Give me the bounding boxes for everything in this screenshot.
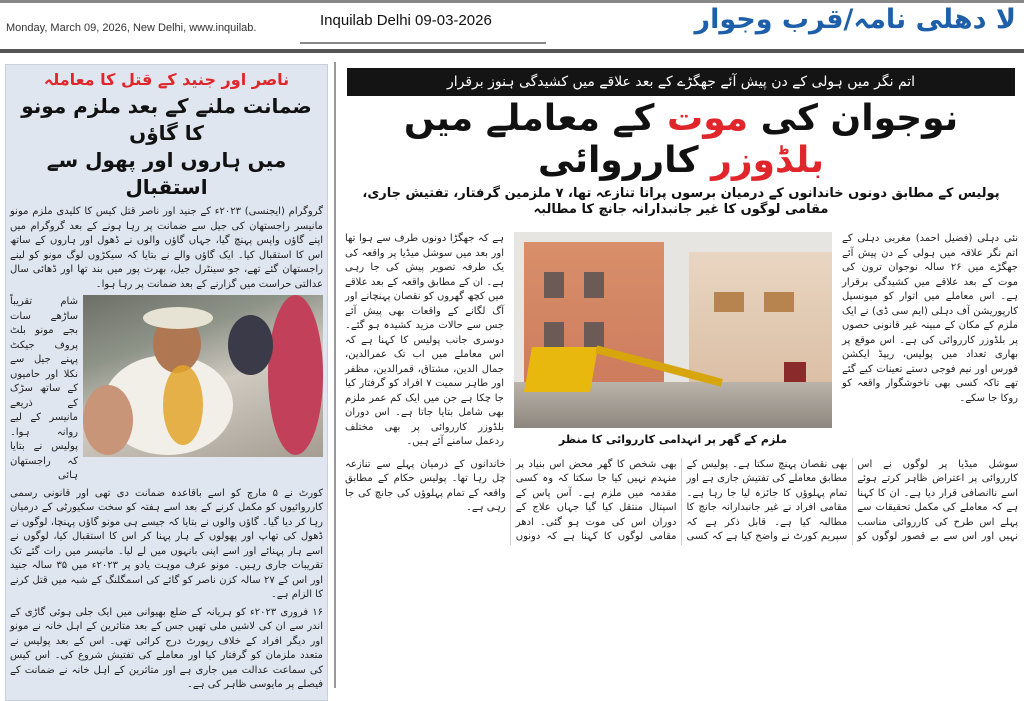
headline-highlight: موت [667,98,749,139]
side-article-paragraph: ۱۶ فروری ۲۰۲۳ء کو ہریانہ کے ضلع بھیوانی میں ایک جلی ہوئی گاڑی کے اندر سے ان کی لاشیں ملی تھیں جس کے بعد متاثرین کے اہل خانہ نے مونو اور دیگر افراد کے خلاف رپورٹ درج کرائی تھی۔ اس کے بعد پولیس نے متعدد ملزمان کو گرفتار کیا اور معاملے کی تفتیش شروع کی۔ اس کیس کی سماعت عدالت میں جاری ہے اور متاثرین کے اہل خانہ نے ضمانت کے فیصلے پر مایوسی ظاہر کی ہے۔ [10,606,324,690]
villagers-welcome-photo [83,295,323,457]
side-article-paragraph: کورٹ نے ۵ مارچ کو اسے باقاعدہ ضمانت دی تھی اور قانونی رسمی کارروائیوں کو مکمل کرنے کے بعد اسے ہفتہ کو سخت سکیورٹی کے درمیان رہا کر دیا گیا۔ گاؤں والوں نے بتایا کہ جیسے ہی مونو گاؤں پہنچا، لوگوں نے ڈھول کی تھاپ اور پھولوں کے ہار پہنا کر اس کا استقبال کیا، لوگوں نے اسے ہار پہنائے اور اسے اپنی بانہوں میں لے لیا۔ مانیسر میں رات گئے تک تقریبات جاری رہیں۔ مونو عرف موہت یادو پر ۲۰۲۳ء میں ۳۵ سالہ جنید اور اس کے ۲۷ سالہ کزن ناصر کو گائے کی اسمگلنگ کے شبہ میں قتل کرنے کا الزام ہے۔ [10,487,323,600]
side-article-headline [10,93,323,201]
edition-title: Inquilab Delhi 09-03-2026 [320,12,492,29]
main-article-top-row [345,232,1018,450]
main-article-body-area [345,232,1018,545]
side-article-kicker: ناصر اور جنید کے قتل کا معاملہ [43,70,290,89]
photo-caption: ملزم کے گھر پر انہدامی کارروائی کا منظر [558,433,788,446]
side-article [5,64,328,701]
masthead-rule [0,49,1024,53]
side-article-paragraph: گروگرام (ایجنسی) ۲۰۲۳ء کے جنید اور ناصر قتل کیس کا کلیدی ملزم مونو مانیسر راجستھان کی جیل سے ضمانت پر رہا ہونے کے بعد گروگرام میں اپنے گاؤں واپس پہنچ گیا، جہاں گاؤں والوں نے ڈھول اور ہاروں کے ساتھ اس کا استقبال کیا۔ ایک گاؤں والے نے بتایا کہ سیکڑوں لوگ مونو کو لینے راجستھان گئے تھے، جو سینٹرل جیل، بھرت پور میں بند تھا اور ڈھائی سال عدالتی حراست میں گزارنے کے بعد ضمانت پر رہا ہوا۔ [10,206,323,290]
side-article-paragraph: شام تقریباً ساڑھے سات بجے مونو بلٹ پروف جیکٹ پہنے جیل سے نکلا اور حامیوں کے ساتھ سڑک کے ذریعے مانیسر کے لیے روانہ ہوا۔ پولیس نے بتایا کہ راجستھان ہائی [10,296,78,481]
title-underline [300,42,546,44]
side-article-photo-row [10,295,323,484]
headline-highlight: بلڈوزر [711,140,824,181]
top-rule [0,0,1024,3]
main-article-intro: نئی دہلی (فضیل احمد) مغربی دہلی کے اتم نگر علاقہ میں ہولی کے دن پیش آئے جھگڑے میں ۲۶ سالہ نوجوان ترون کی موت کے بعد علاقے میں کشیدگی برقرار ہے۔ اس معاملے میں اتوار کو میونسپل کارپوریشن آف دہلی (ایم سی ڈی) نے ایک ملزم کے مکان کے مبینہ غیر قانونی حصوں پر بلڈوزر کارروائی کی ہے۔ اس موقع پر بھاری تعداد میں پولیس، ریپڈ ایکشن فورس اور نیم فوجی دستے تعینات کیے گئے تھے تاکہ کسی بھی ناخوشگوار واقعہ کو روکا جا سکے۔ [842,233,1018,404]
main-article-column: ہے کہ جھگڑا دونوں طرف سے ہوا تھا اور بعد میں سوشل میڈیا پر واقعہ کی یک طرفہ تصویر پیش کی جا رہی ہے۔ ان کے مطابق واقعہ کے بعد علاقے میں کچھ گھروں کو نقصان پہنچانے اور آگ لگانے کے واقعات بھی پیش آئے جس سے حالات مزید کشیدہ ہو گئے۔ دوسری جانب پولیس کا کہنا ہے کہ اس معاملے میں اب تک عمرالدین، جمال الدین، مشتاق، قمرالدین، مظفر اور طاہر سمیت ۷ افراد کو گرفتار کیا جا چکا ہے جن میں ایک کم عمر ملزم بھی شامل بتایا جاتا ہے۔ اس دوران بلڈوزر کارروائی پر بھی مختلف ردعمل سامنے آئے ہیں۔ [345,233,504,447]
headline-line: ضمانت ملنے کے بعد ملزم مونو کا گاؤں [21,94,312,145]
headline-line: میں ہاروں اور پھول سے استقبال [46,148,287,199]
photo-block [514,232,832,446]
date-line: Monday, March 09, 2026, New Delhi, www.inquilab. [6,22,257,34]
headline-text: کارروائی [538,140,712,181]
headline-text: نوجوان کی [748,98,959,139]
main-subheadline: پولیس کے مطابق دونوں خاندانوں کے درمیان برسوں پرانا تنازعہ تھا، ۷ ملزمین گرفتار، تفتیش جاری، مقامی لوگوں کا غیر جانبدارانہ جانچ کا مطالبہ [362,186,1000,217]
main-article-kicker: اتم نگر میں ہولی کے دن پیش آئے جھگڑے کے بعد علاقے میں کشیدگی ہنوز برقرار [347,68,1015,96]
main-headline [347,98,1015,182]
main-article-body: سوشل میڈیا پر لوگوں نے اس کارروائی پر اعتراض ظاہر کرتے ہوئے اسے ناانصافی قرار دیا ہے۔ ان کا کہنا ہے کہ معاملے کی مکمل تحقیقات سے پہلے اس طرح کی کارروائی مناسب نہیں اور اس سے بے قصور لوگوں کو بھی نقصان پہنچ سکتا ہے۔ پولیس کے مطابق معاملے کی تفتیش جاری ہے اور تمام پہلوؤں کا جائزہ لیا جا رہا ہے۔ مقامی افراد نے غیر جانبدارانہ جانچ کا مطالبہ کیا ہے۔ قابل ذکر ہے کہ سپریم کورٹ نے واضح کیا ہے کہ کسی بھی شخص کا گھر محض اس بنیاد پر منہدم نہیں کیا جا سکتا کہ وہ کسی مقدمہ میں ملزم ہے۔ آس پاس کے اسپتال منتقل کیا گیا جہاں علاج کے دوران اس کی موت ہو گئی۔ ادھر مقامی لوگوں کا کہنا ہے کہ دونوں خاندانوں کے درمیان پہلے سے تنازعہ چل رہا تھا۔ پولیس حکام کے مطابق واقعہ کے تمام پہلوؤں کی جانچ کی جا رہی ہے۔ [345,458,1018,542]
headline-text: کے معاملے میں [403,98,668,139]
section-masthead: لا دهلی نامہ/قرب وجوار [694,4,1016,35]
column-divider [334,62,336,688]
demolition-photo [514,232,832,428]
